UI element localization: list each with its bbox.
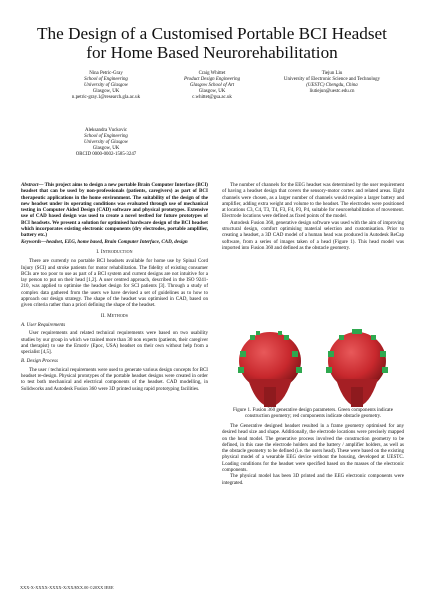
author-dept: School of Engineering	[84, 134, 128, 140]
introduction-text: There are currently no portable BCI headsets available for home use by Spinal Cord Injury (SCI) and stroke patients for motor rehabilitation. The fidelity of existing consumer BCIs are too poor to use as part of a BCI system and current designs are not intuitive for a lay person to put on their head [1,2]. A user centred approach, described in the ISO 9241-210, was applied to optimise the headset design for SCI patients [3]. Through a study of complex data gathered from the users we have devised a set of guidelines as to how to approach our design strategy. The shape of the headset was optimised in CAD, based on given criteria rather than a priori defining the shape of the headset.	[21, 258, 208, 309]
author-org: University of Glasgow	[83, 83, 128, 89]
generative-paragraph: The Generative designed headset resulted in a frame geometry optimised for any desired head size and shape. Additionally, the electrode locations were precisely mapped on the head model. The generative process involved the construction geometry to be defined, in this case the electrode holders and the battery / amplifier holders, as well as the obstacle geometry to be defined (i.e. the users head). These were based on the existing physical model of a wearable EEG device without the housing, developed at UESTC. Loading conditions for the headset were specified based on the masses of the electronic components.	[222, 423, 404, 474]
figure-1-caption: Figure 1. Fusion 360 generative design parameters. Green components indicate construction geometry; red components indicate obstacle geometry.	[233, 407, 393, 420]
left-column	[21, 182, 208, 392]
head-model-left	[238, 331, 302, 407]
author-dept: Product Design Engineering	[183, 77, 241, 83]
section-heading-introduction: I. Introduction	[96, 248, 133, 255]
author-block-2	[152, 71, 272, 101]
author-email: n.petric-gray.1@research.gla.ac.uk	[71, 95, 141, 101]
physical-model-paragraph: The physical model has been 3D printed and the EEG electronic components were integrated.	[222, 473, 404, 486]
paper-title: The Design of a Customised Portable BCI Headset for Home Based Neurorehabilitation	[37, 24, 387, 62]
author-email: liutiejun@uestc.edu.cn	[309, 89, 355, 95]
section-heading-methods: II. Methods	[100, 312, 129, 319]
author-city: Glasgow, UK	[92, 89, 120, 95]
author-block-1	[46, 71, 166, 101]
design-process-text: The user / technical requirements were used to generate various design concepts for BCI headset re-design. Physical prototypes of the portable headset designs were created in order to test both mechanical and electrical components of the headset. CAD modelling, in Solidworks and Autodesk Fusion 360 were 3D printed using rapid prototyping facilities.	[21, 366, 208, 392]
author-block-3	[262, 71, 402, 95]
abstract-text: — This project aims to design a new portable Brain Computer Interface (BCI) headset that can be used by non-professionals (patients, caregivers) as part of BCI therapeutic applications in the home environment. The suitability of the design of the new headset under its operating conditions was evaluated through use of mechanical testing in Computer Aided Design (CAD) software and physical prototypes. Extensive use of CAD based design was used to create a novel testbed for future prototypes of BCI headsets. We present a solution for optimised hardware design of the BCI headset which incorporates existing electronic components (dry electrodes, portable amplifier, battery etc.)	[21, 182, 208, 239]
abstract-lead: Abstract	[21, 182, 39, 188]
user-requirements-text: User requirements and related technical requirements were based on two usability studies by our group in which we trained more than 30 non experts (patients, their caregiver and therapist) to use the Emotiv (Epoc, USA) headset on their own without help from a specialist [4,5].	[21, 330, 208, 356]
author-name: Nina Petric-Gray	[89, 71, 123, 76]
author-email: c.whittet@gsa.ac.uk	[192, 95, 232, 101]
right-column-top	[222, 182, 404, 251]
author-name: Tiejun Liu	[321, 71, 343, 76]
author-city: Glasgow, UK	[92, 146, 120, 152]
author-orcid: ORCID 0000-0002-1585-3247	[75, 152, 137, 158]
subsection-heading-user-requirements: A. User Requirements	[21, 321, 66, 328]
author-name: Aleksandra Vuckovic	[84, 128, 128, 133]
channels-paragraph: The number of channels for the EEG headset was determined by the user requirement of having a headset design that covers the sensory-motor cortex and related areas. Eight channels were chosen, as a larger number of channels would require a larger battery and amplifier, adding extra weight and volume to the headset. The electrodes were positioned at locations C3, C4, T3, T4, F3, F4, P3, P4, suitable for neurorehabilitation of movement. Electrode locations were defined as fixed points of the model.	[222, 182, 404, 220]
author-block-4	[46, 128, 166, 158]
keywords-text: —headset, EEG, home based, Brain Computer Interface, CAD, design	[41, 238, 188, 245]
keywords-lead: Keywords	[21, 238, 42, 245]
author-org: University of Glasgow	[83, 140, 128, 146]
author-name: Craig Whittet	[198, 71, 226, 76]
author-dept: School of Engineering	[84, 77, 128, 83]
fusion-paragraph: Autodesk Fusion 360, generative design software was used with the aim of improving structural design, comfort optimising material selection and customisation. Prior to creating a headset, a 3D CAD model of a human head was produced in Autodesk ReCap software, from a series of images taken of a head (Figure 1). This head model was imported into Fusion 360 and defined as the obstacle geometry.	[222, 219, 404, 251]
keywords	[21, 239, 208, 245]
author-city: Glasgow, UK	[198, 89, 226, 95]
copyright-footer: XXX-X-XXXX-XXXX-X/XX/$XX.00 ©20XX IEEE	[20, 585, 114, 590]
author-org: (UESTC) Chengdu, China	[306, 83, 358, 89]
abstract	[21, 182, 208, 239]
head-model-right	[326, 329, 388, 407]
author-dept: University of Electronic Science and Technology	[283, 77, 381, 83]
author-org: Glasgow School of Art	[189, 83, 235, 89]
figure-1-generative-design-image	[226, 327, 402, 409]
right-column-bottom	[222, 423, 404, 486]
subsection-heading-design-process: B. Design Process	[21, 358, 58, 365]
